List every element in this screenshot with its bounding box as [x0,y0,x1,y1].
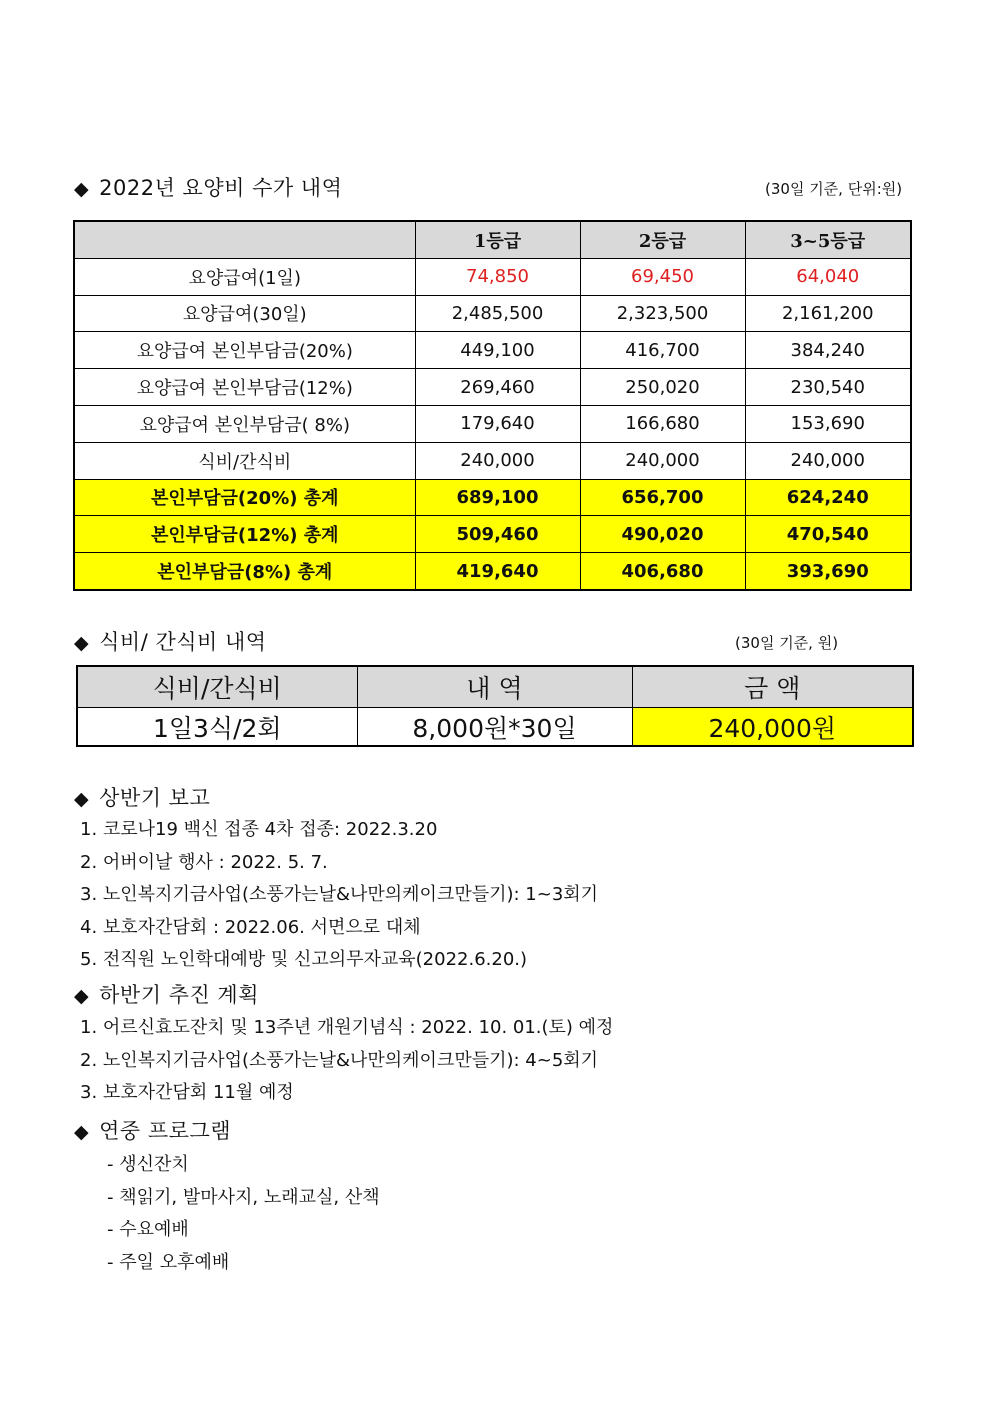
diamond-bullet-icon: ◆ [74,1121,90,1143]
section-title: 2022년 요양비 수가 내역 [99,176,343,200]
section-title: 하반기 추진 계획 [99,983,259,1007]
list-item: 1. 어르신효도잔치 및 13주년 개원기념식 : 2022. 10. 01.(토) 예정 [80,1017,614,1038]
section-title: 연중 프로그램 [99,1119,232,1143]
section-heading-first-half [74,782,210,812]
table-cell: 393,690 [745,553,911,590]
table-cell: 2,161,200 [745,295,911,332]
table-row [74,258,911,295]
fee-table [73,220,912,591]
list-item: 5. 전직원 노인학대예방 및 신고의무자교육(2022.6.20.) [80,949,528,970]
table-cell: 1일3식/2회 [77,708,357,747]
table-cell: 230,540 [745,369,911,406]
table-cell: 384,240 [745,332,911,369]
diamond-bullet-icon: ◆ [74,985,90,1007]
table-cell: 656,700 [580,479,745,516]
total-row [74,479,911,516]
header-cell: 내 역 [357,666,632,708]
header-cell: 1등급 [415,221,580,258]
table-cell: 240,000 [580,442,745,479]
table-header-row [77,666,913,708]
list-item: 2. 어버이날 행사 : 2022. 5. 7. [80,851,328,873]
first-half-list [80,814,598,977]
header-cell: 금 액 [632,666,913,708]
header-cell: 3~5등급 [745,221,911,258]
table-cell: 8,000원*30일 [357,708,632,747]
section-title: 상반기 보고 [99,786,211,810]
list-item: 3. 보호자간담회 11월 예정 [80,1082,294,1103]
section-heading-programs [74,1115,231,1145]
row-label: 요양급여 본인부담금( 8%) [74,405,415,442]
row-label: 본인부담금(8%) 총계 [74,553,415,590]
section-heading-second-half [74,979,259,1009]
table-cell: 269,460 [415,369,580,406]
table-row [74,295,911,332]
row-label: 요양급여 본인부담금(12%) [74,369,415,406]
program-list [107,1149,380,1279]
table-cell: 240,000 [745,442,911,479]
table-cell: 624,240 [745,479,911,516]
list-item: 2. 노인복지기금사업(소풍가는날&나만의케이크만들기): 4~5회기 [80,1049,599,1071]
row-label: 식비/간식비 [74,442,415,479]
table-cell: 470,540 [745,516,911,553]
table-row [74,442,911,479]
table-cell: 2,485,500 [415,295,580,332]
header-cell: 2등급 [580,221,745,258]
table-cell: 153,690 [745,405,911,442]
table-cell: 240,000 [415,442,580,479]
diamond-bullet-icon: ◆ [74,788,90,810]
table-row [74,332,911,369]
section-title: 식비/ 간식비 내역 [99,630,267,654]
table-cell: 406,680 [580,553,745,590]
list-item: - 주일 오후예배 [107,1251,230,1273]
unit-note: (30일 기준, 원) [735,634,839,652]
table-cell: 74,850 [415,258,580,295]
list-item: 4. 보호자간담회 : 2022.06. 서면으로 대체 [80,916,421,938]
table-cell: 166,680 [580,405,745,442]
header-cell [74,221,415,258]
table-row [74,405,911,442]
section-heading-fee [74,172,342,202]
table-cell: 250,020 [580,369,745,406]
table-cell: 419,640 [415,553,580,590]
table-cell: 416,700 [580,332,745,369]
table-header-row [74,221,911,258]
row-label: 요양급여 본인부담금(20%) [74,332,415,369]
list-item: - 책읽기, 발마사지, 노래교실, 산책 [107,1186,380,1208]
list-item: - 생신잔치 [107,1154,189,1175]
table-cell: 689,100 [415,479,580,516]
diamond-bullet-icon: ◆ [74,178,90,200]
total-row [74,516,911,553]
row-label: 본인부담금(12%) 총계 [74,516,415,553]
table-cell: 490,020 [580,516,745,553]
table-cell: 240,000원 [632,708,913,747]
table-row [74,369,911,406]
list-item: - 수요예배 [107,1219,189,1240]
row-label: 요양급여(30일) [74,295,415,332]
table-cell: 69,450 [580,258,745,295]
row-label: 본인부담금(20%) 총계 [74,479,415,516]
table-cell: 509,460 [415,516,580,553]
header-cell: 식비/간식비 [77,666,357,708]
diamond-bullet-icon: ◆ [74,632,90,654]
section-heading-meal [74,626,267,656]
row-label: 요양급여(1일) [74,258,415,295]
list-item: 1. 코로나19 백신 접종 4차 접종: 2022.3.20 [80,819,438,840]
table-row [77,708,913,747]
table-cell: 64,040 [745,258,911,295]
table-cell: 179,640 [415,405,580,442]
total-row [74,553,911,590]
meal-table [76,665,914,747]
table-cell: 449,100 [415,332,580,369]
second-half-list [80,1012,613,1110]
unit-note: (30일 기준, 단위:원) [765,180,903,198]
list-item: 3. 노인복지기금사업(소풍가는날&나만의케이크만들기): 1~3회기 [80,884,599,905]
table-cell: 2,323,500 [580,295,745,332]
